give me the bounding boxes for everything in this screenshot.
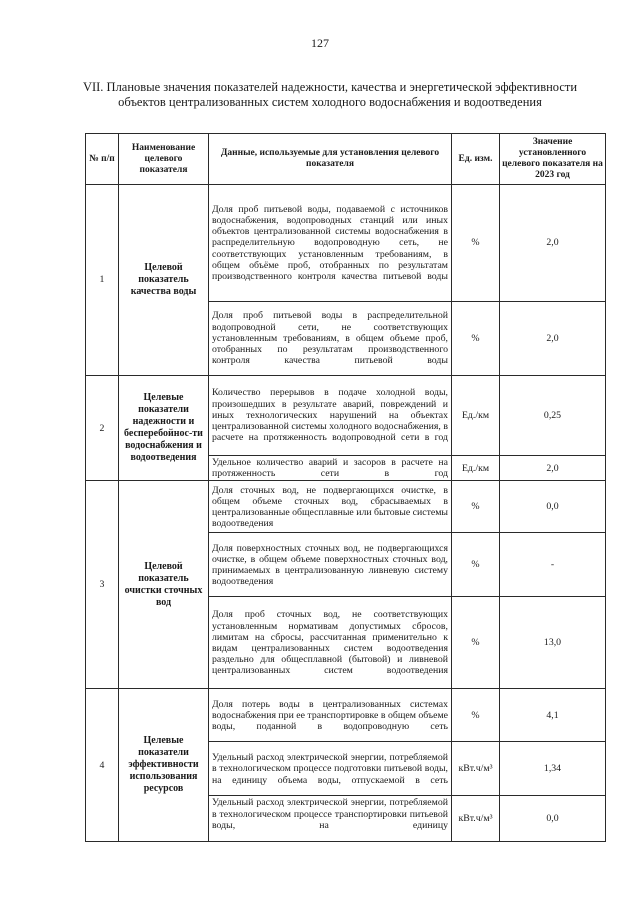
page-number: 127 [311,36,329,50]
header-name: Наименование целевого показателя [119,134,209,185]
unit-cell: кВт.ч/м³ [452,742,500,796]
value-cell: 4,1 [500,689,606,742]
value-cell: 0,0 [500,481,606,533]
unit-cell: Ед./км [452,456,500,481]
unit-cell: % [452,597,500,689]
row-number: 3 [86,481,119,689]
indicator-name: Целевой показатель очистки сточных вод [119,481,209,689]
value-cell: 1,34 [500,742,606,796]
row-number: 2 [86,376,119,481]
header-value: Значение установленного целевого показателя на 2023 год [500,134,606,185]
header-unit: Ед. изм. [452,134,500,185]
value-cell: 2,0 [500,185,606,302]
indicator-description: Доля потерь воды в централизованных системах водоснабжения при ее транспортировке в общем объеме воды, поданной в водопроводную сеть [209,689,452,742]
table-row [86,185,606,302]
value-cell: 2,0 [500,456,606,481]
indicator-description: Количество перерывов в подаче холодной воды, произошедших в результате аварий, повреждений и иных технологических нарушений на объектах централизованной системы холодного водоснабжения, в расчете на протяженность водопроводной сети в год [209,376,452,456]
value-cell: - [500,533,606,597]
value-cell: 0,25 [500,376,606,456]
unit-cell: кВт.ч/м³ [452,796,500,842]
table-row [86,376,606,456]
value-cell: 0,0 [500,796,606,842]
row-number: 1 [86,185,119,376]
table-header-row [86,134,606,185]
section-title: VII. Плановые значения показателей надежности, качества и энергетической эффективности объектов централизованных систем холодного водоснабжения и водоотведения [82,80,578,109]
value-cell: 2,0 [500,302,606,376]
unit-cell: % [452,185,500,302]
unit-cell: % [452,302,500,376]
indicator-name: Целевой показатель качества воды [119,185,209,376]
unit-cell: % [452,689,500,742]
header-data: Данные, используемые для установления целевого показателя [209,134,452,185]
table-row [86,689,606,742]
unit-cell: % [452,481,500,533]
indicator-description: Удельный расход электрической энергии, потребляемой в технологическом процессе подготовки питьевой воды, на единицу объема воды, отпускаемой в сеть [209,742,452,796]
indicators-table [85,133,606,842]
table-row [86,481,606,533]
indicator-description: Удельное количество аварий и засоров в расчете на протяженность сети в год [209,456,452,481]
unit-cell: % [452,533,500,597]
indicator-name: Целевые показатели эффективности использования ресурсов [119,689,209,842]
unit-cell: Ед./км [452,376,500,456]
indicator-description: Удельный расход электрической энергии, потребляемой в технологическом процессе транспортировки питьевой воды, на единицу [209,796,452,842]
value-cell: 13,0 [500,597,606,689]
indicator-description: Доля проб питьевой воды, подаваемой с источников водоснабжения, водопроводных станций или иных объектов централизованной системы водоснабжения в распределительную водопроводную сеть, не соответствующих установленным требованиям, в общем объёме проб, отобранных по результатам производственного контроля качества питьевой воды [209,185,452,302]
header-num: № п/п [86,134,119,185]
indicator-description: Доля сточных вод, не подвергающихся очистке, в общем объеме сточных вод, сбрасываемых в централизованные общесплавные или бытовые системы водоотведения [209,481,452,533]
row-number: 4 [86,689,119,842]
indicator-description: Доля проб сточных вод, не соответствующих установленным нормативам допустимых сбросов, лимитам на сбросы, рассчитанная применительно к видам централизованных систем водоотведения раздельно для общесплавной (бытовой) и ливневой централизованных систем водоотведения [209,597,452,689]
indicator-description: Доля поверхностных сточных вод, не подвергающихся очистке, в общем объеме поверхностных сточных вод, принимаемых в централизованную ливневую систему водоотведения [209,533,452,597]
indicator-description: Доля проб питьевой воды в распределительной водопроводной сети, не соответствующих установленным требованиям, в общем объеме проб, отобранных по результатам производственного контроля качества питьевой воды [209,302,452,376]
indicator-name: Целевые показатели надежности и бесперебойнос-ти водоснабжения и водоотведения [119,376,209,481]
